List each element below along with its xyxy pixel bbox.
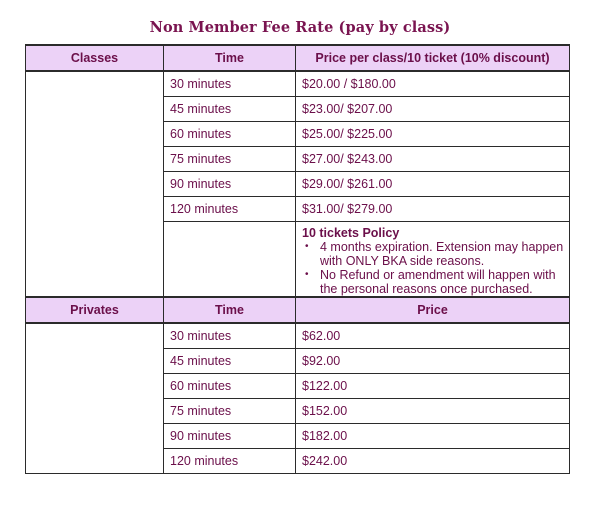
- fee-rate-table: [25, 44, 570, 474]
- classes-time-column-header: Time: [164, 45, 296, 71]
- policy-cell: [296, 222, 570, 298]
- policy-time-cell: [164, 222, 296, 298]
- time-cell: 120 minutes: [164, 449, 296, 474]
- price-cell: $242.00: [296, 449, 570, 474]
- classes-category-cell: [26, 71, 164, 297]
- price-cell: $23.00/ $207.00: [296, 97, 570, 122]
- time-cell: 90 minutes: [164, 172, 296, 197]
- policy-item-text: No Refund or amendment will happen with the personal reasons once purchased.: [320, 268, 556, 296]
- time-cell: 75 minutes: [164, 147, 296, 172]
- time-cell: 75 minutes: [164, 399, 296, 424]
- privates-time-column-header: Time: [164, 297, 296, 323]
- policy-list: [302, 240, 565, 296]
- price-cell: $25.00/ $225.00: [296, 122, 570, 147]
- table-row: [26, 71, 570, 97]
- time-cell: 30 minutes: [164, 323, 296, 349]
- classes-header-row: [26, 45, 570, 71]
- policy-item: [302, 240, 565, 268]
- privates-header-row: [26, 297, 570, 323]
- table-row: [26, 323, 570, 349]
- price-cell: $20.00 / $180.00: [296, 71, 570, 97]
- time-cell: 120 minutes: [164, 197, 296, 222]
- price-cell: $31.00/ $279.00: [296, 197, 570, 222]
- time-cell: 45 minutes: [164, 97, 296, 122]
- price-cell: $27.00/ $243.00: [296, 147, 570, 172]
- time-cell: 60 minutes: [164, 122, 296, 147]
- price-cell: $152.00: [296, 399, 570, 424]
- privates-price-column-header: Price: [296, 297, 570, 323]
- classes-column-header: Classes: [26, 45, 164, 71]
- time-cell: 45 minutes: [164, 349, 296, 374]
- price-cell: $92.00: [296, 349, 570, 374]
- time-cell: 60 minutes: [164, 374, 296, 399]
- classes-price-column-header: Price per class/10 ticket (10% discount): [296, 45, 570, 71]
- price-cell: $62.00: [296, 323, 570, 349]
- privates-column-header: Privates: [26, 297, 164, 323]
- page-title: Non Member Fee Rate (pay by class): [149, 19, 451, 36]
- bullet-icon: •: [305, 269, 309, 280]
- price-cell: $122.00: [296, 374, 570, 399]
- price-cell: $29.00/ $261.00: [296, 172, 570, 197]
- price-cell: $182.00: [296, 424, 570, 449]
- bullet-icon: •: [305, 241, 309, 252]
- privates-category-cell: [26, 323, 164, 474]
- policy-item: [302, 268, 565, 296]
- policy-item-text: 4 months expiration. Extension may happen with ONLY BKA side reasons.: [320, 240, 564, 268]
- time-cell: 90 minutes: [164, 424, 296, 449]
- time-cell: 30 minutes: [164, 71, 296, 97]
- policy-title: 10 tickets Policy: [302, 226, 400, 240]
